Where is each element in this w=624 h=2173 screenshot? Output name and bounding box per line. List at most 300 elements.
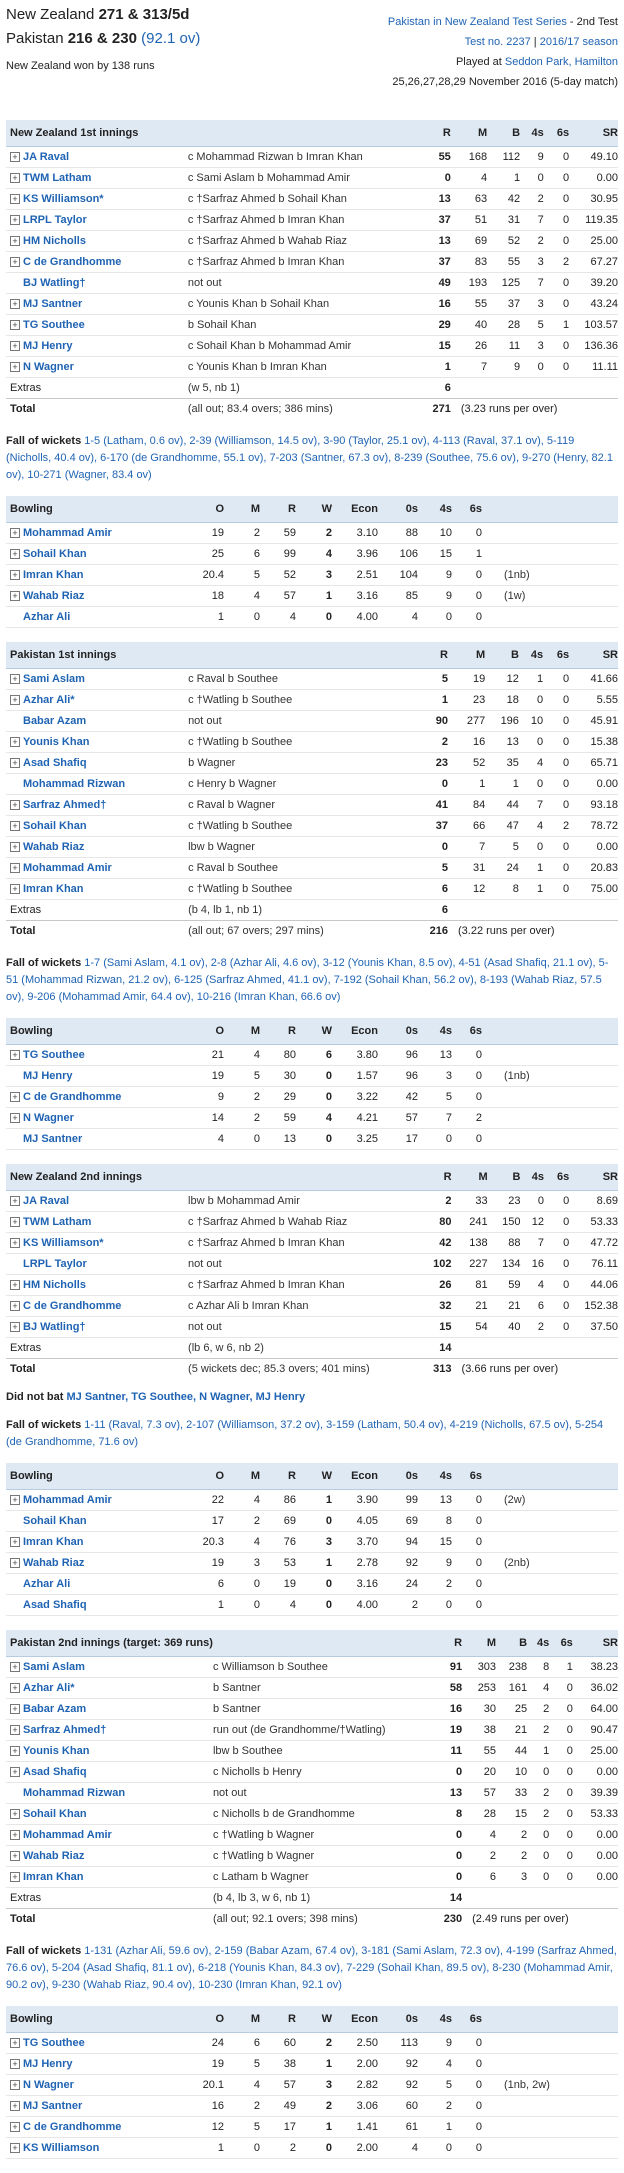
batsman-name[interactable]: [6, 1191, 188, 1212]
batsman-name-link[interactable]: C de Grandhomme: [23, 1300, 122, 1312]
batsman-name[interactable]: [6, 1275, 188, 1296]
bowler-name[interactable]: [6, 2096, 200, 2117]
batsman-name[interactable]: [6, 837, 188, 858]
dot-balls: 96: [378, 1045, 418, 1066]
expand-plus-icon[interactable]: +: [10, 800, 20, 810]
bowler-name-link[interactable]: TG Southee: [23, 2037, 85, 2049]
batting-col-header: B: [485, 642, 519, 669]
dismissal: c Younis Khan b Imran Khan: [188, 357, 418, 378]
bowling-col-header: O: [200, 2006, 224, 2033]
batsman-name[interactable]: [6, 690, 188, 711]
extras-label: Extras: [10, 382, 42, 394]
batsman-name[interactable]: [6, 1741, 213, 1762]
sixes: 0: [544, 1191, 569, 1212]
batsman-name-link[interactable]: Wahab Riaz: [23, 1850, 85, 1862]
batsman-name[interactable]: [6, 816, 188, 837]
bowler-name[interactable]: [6, 586, 200, 607]
bowler-name[interactable]: [6, 607, 200, 628]
batting-col-header: M: [451, 120, 487, 147]
venue-link[interactable]: Seddon Park, Hamilton: [504, 56, 618, 68]
bowler-name-link[interactable]: MJ Santner: [23, 2100, 83, 2112]
bowler-name[interactable]: [6, 2033, 200, 2054]
sixes-conceded: 0: [452, 1511, 482, 1532]
total-detail: (5 wickets dec; 85.3 overs; 401 mins): [188, 1359, 419, 1380]
bowler-name-link[interactable]: MJ Henry: [23, 2058, 73, 2070]
expand-plus-icon[interactable]: +: [10, 1092, 20, 1102]
batsman-name[interactable]: [6, 774, 188, 795]
expand-plus-icon[interactable]: +: [10, 2080, 20, 2090]
runs: 1: [415, 690, 448, 711]
expand-plus-icon[interactable]: +: [10, 1767, 20, 1777]
batting-table: [6, 1630, 618, 1929]
balls: 25: [496, 1699, 527, 1720]
expand-plus-icon[interactable]: +: [10, 1809, 20, 1819]
total-value: 216: [415, 921, 448, 942]
bowler-name[interactable]: [6, 1553, 200, 1574]
sixes: 0: [544, 294, 569, 315]
bowler-name[interactable]: [6, 1129, 200, 1150]
overs: 20.4: [200, 565, 224, 586]
batting-header-row: [6, 120, 618, 147]
fours: 3: [520, 336, 544, 357]
bowler-name[interactable]: [6, 2117, 200, 2138]
sixes: 0: [543, 732, 569, 753]
sixes: 0: [543, 795, 569, 816]
runs-conceded: 52: [260, 565, 296, 586]
runs: 0: [432, 1762, 462, 1783]
bowler-name-link[interactable]: Mohammad Amir: [23, 527, 112, 539]
bowler-name[interactable]: [6, 1066, 200, 1087]
bowler-name-link[interactable]: C de Grandhomme: [23, 1091, 122, 1103]
batsman-name[interactable]: [6, 1678, 213, 1699]
batsman-name[interactable]: [6, 210, 188, 231]
batsman-name[interactable]: [6, 669, 188, 690]
bowler-name-link[interactable]: Wahab Riaz: [23, 1557, 85, 1569]
overs: 18: [200, 586, 224, 607]
batsman-name-link[interactable]: MJ Santner: [23, 298, 83, 310]
batting-header-row: [6, 1164, 618, 1191]
batsman-row: [6, 1212, 618, 1233]
expand-plus-icon[interactable]: +: [10, 570, 20, 580]
batsman-name-link[interactable]: Imran Khan: [23, 883, 84, 895]
batsman-name[interactable]: [6, 315, 188, 336]
minutes: 54: [452, 1317, 488, 1338]
expand-plus-icon[interactable]: +: [10, 236, 20, 246]
wickets: 2: [296, 523, 332, 544]
strike-rate: 75.00: [569, 879, 618, 900]
batsman-row: [6, 1804, 618, 1825]
batsman-name-link[interactable]: C de Grandhomme: [23, 256, 122, 268]
dnb-players[interactable]: MJ Santner, TG Southee, N Wagner, MJ Henry: [66, 1391, 306, 1403]
batsman-name[interactable]: [6, 273, 188, 294]
overs: 16: [200, 2096, 224, 2117]
expand-plus-icon[interactable]: +: [10, 1301, 20, 1311]
overs: 19: [200, 2054, 224, 2075]
dot-balls: 104: [378, 565, 418, 586]
economy: 4.00: [332, 607, 378, 628]
fours-conceded: 7: [418, 1108, 452, 1129]
batsman-name-link[interactable]: TWM Latham: [23, 172, 92, 184]
expand-plus-icon[interactable]: +: [10, 863, 20, 873]
bowler-name[interactable]: [6, 1595, 200, 1616]
bowler-name-link[interactable]: Asad Shafiq: [23, 1599, 87, 1611]
batsman-name[interactable]: [6, 1762, 213, 1783]
batsman-name-link[interactable]: Sohail Khan: [23, 820, 87, 832]
sixes-conceded: 0: [452, 565, 482, 586]
fours: 0: [520, 168, 544, 189]
batsman-name-link[interactable]: KS Williamson*: [23, 1237, 104, 1249]
batting-col-header: SR: [569, 642, 618, 669]
bowler-name-link[interactable]: Azhar Ali: [23, 611, 71, 623]
batsman-name[interactable]: [6, 1720, 213, 1741]
fours-conceded: 13: [418, 1490, 452, 1511]
expand-plus-icon[interactable]: +: [10, 320, 20, 330]
balls: 12: [485, 669, 519, 690]
batsman-row: [6, 210, 618, 231]
batsman-name-link[interactable]: LRPL Taylor: [23, 214, 87, 226]
balls: 42: [487, 189, 520, 210]
runs: 13: [418, 189, 451, 210]
expand-plus-icon[interactable]: +: [10, 1322, 20, 1332]
fall-of-wickets: [6, 1943, 618, 1994]
series-link[interactable]: Pakistan in New Zealand Test Series: [387, 16, 567, 28]
expand-plus-icon[interactable]: +: [10, 2101, 20, 2111]
batsman-row: [6, 816, 618, 837]
expand-plus-icon[interactable]: +: [10, 1872, 20, 1882]
overs: 6: [200, 1574, 224, 1595]
batsman-name-link[interactable]: Imran Khan: [23, 1871, 84, 1883]
sixes: 1: [549, 1657, 573, 1678]
batsman-name[interactable]: [6, 189, 188, 210]
bowler-name[interactable]: [6, 544, 200, 565]
total-label: Total: [6, 399, 188, 420]
batsman-name[interactable]: [6, 231, 188, 252]
balls: 55: [487, 252, 520, 273]
batsman-name[interactable]: [6, 252, 188, 273]
batsman-name-link[interactable]: Sarfraz Ahmed†: [23, 799, 107, 811]
extras-label: Extras: [10, 1892, 42, 1904]
wickets: 3: [296, 1532, 332, 1553]
runs: 15: [419, 1317, 451, 1338]
batsman-name-link[interactable]: Azhar Ali*: [23, 1682, 75, 1694]
maidens: 2: [224, 2096, 260, 2117]
minutes: 277: [448, 711, 485, 732]
strike-rate: 20.83: [569, 858, 618, 879]
dismissal: lbw b Wagner: [188, 837, 415, 858]
runs-conceded: 30: [260, 1066, 296, 1087]
bowler-name[interactable]: [6, 2075, 200, 2096]
batsman-name-link[interactable]: Sami Aslam: [23, 673, 85, 685]
batsman-name-link[interactable]: KS Williamson*: [23, 193, 104, 205]
expand-plus-icon[interactable]: +: [10, 341, 20, 351]
extras-spacer: [448, 900, 618, 921]
dismissal: c †Sarfraz Ahmed b Imran Khan: [188, 1233, 419, 1254]
expand-plus-icon[interactable]: +: [10, 1217, 20, 1227]
batsman-name-link[interactable]: TG Southee: [23, 319, 85, 331]
batsman-name[interactable]: [6, 1657, 213, 1678]
sixes: 0: [544, 1233, 569, 1254]
bowler-name-link[interactable]: N Wagner: [23, 1112, 74, 1124]
bowler-name[interactable]: [6, 523, 200, 544]
batsman-name[interactable]: [6, 1317, 188, 1338]
bowler-name-link[interactable]: Azhar Ali: [23, 1578, 71, 1590]
bowler-name-link[interactable]: Wahab Riaz: [23, 590, 85, 602]
batsman-name[interactable]: [6, 795, 188, 816]
batsman-name-link[interactable]: Mohammad Amir: [23, 1829, 112, 1841]
fours-conceded: 2: [418, 1574, 452, 1595]
batsman-name-link[interactable]: Babar Azam: [23, 1703, 87, 1715]
economy: 3.16: [332, 1574, 378, 1595]
batsman-name[interactable]: [6, 336, 188, 357]
dismissal: c Raval b Southee: [188, 669, 415, 690]
bowler-name-link[interactable]: Sohail Khan: [23, 548, 87, 560]
wickets: 1: [296, 1553, 332, 1574]
expand-plus-icon[interactable]: +: [10, 1558, 20, 1568]
batsman-name[interactable]: [6, 711, 188, 732]
bowler-name-link[interactable]: MJ Santner: [23, 1133, 83, 1145]
batsman-name-link[interactable]: Wahab Riaz: [23, 841, 85, 853]
expand-plus-icon[interactable]: +: [10, 173, 20, 183]
bowling-col-header: M: [224, 2006, 260, 2033]
batsman-row: [6, 879, 618, 900]
batsman-name-link[interactable]: TWM Latham: [23, 1216, 92, 1228]
test-number-link[interactable]: Test no. 2237: [464, 36, 531, 48]
extras-label: Extras: [10, 1342, 42, 1354]
expand-plus-icon[interactable]: +: [10, 1050, 20, 1060]
batsman-row: [6, 189, 618, 210]
balls: 18: [485, 690, 519, 711]
expand-plus-icon[interactable]: +: [10, 1830, 20, 1840]
expand-plus-icon[interactable]: +: [10, 257, 20, 267]
batsman-name[interactable]: [6, 1804, 213, 1825]
batsman-name-link[interactable]: Mohammad Rizwan: [23, 778, 126, 790]
runs: 55: [418, 147, 451, 168]
fours-conceded: 0: [418, 1129, 452, 1150]
batsman-name[interactable]: [6, 294, 188, 315]
wickets: 4: [296, 544, 332, 565]
overs: 24: [200, 2033, 224, 2054]
bowler-name-link[interactable]: Mohammad Amir: [23, 1494, 112, 1506]
bowler-name-link[interactable]: KS Williamson: [23, 2142, 100, 2154]
batsman-name-link[interactable]: Babar Azam: [23, 715, 87, 727]
fours: 2: [527, 1699, 549, 1720]
extras-spacer: [451, 378, 618, 399]
expand-plus-icon[interactable]: +: [10, 1196, 20, 1206]
runs: 0: [415, 774, 448, 795]
batsman-name-link[interactable]: HM Nicholls: [23, 1279, 86, 1291]
batsman-name[interactable]: [6, 168, 188, 189]
expand-plus-icon[interactable]: +: [10, 842, 20, 852]
batsman-name-link[interactable]: Asad Shafiq: [23, 1766, 87, 1778]
batsman-name[interactable]: [6, 1233, 188, 1254]
batsman-name[interactable]: [6, 753, 188, 774]
expand-plus-icon[interactable]: +: [10, 1683, 20, 1693]
economy: 3.10: [332, 523, 378, 544]
batsman-name-link[interactable]: JA Raval: [23, 151, 70, 163]
expand-plus-icon[interactable]: +: [10, 528, 20, 538]
overs: 21: [200, 1045, 224, 1066]
expand-plus-icon[interactable]: +: [10, 2059, 20, 2069]
batsman-name-link[interactable]: BJ Watling†: [23, 1321, 86, 1333]
expand-plus-icon[interactable]: +: [10, 884, 20, 894]
bowler-name[interactable]: [6, 565, 200, 586]
header-spacer: [482, 1463, 618, 1490]
extras-note: (2nb): [482, 1553, 618, 1574]
bowler-name-link[interactable]: Imran Khan: [23, 1536, 84, 1548]
bowler-row: [6, 2033, 618, 2054]
batsman-name[interactable]: [6, 1867, 213, 1888]
bowler-name[interactable]: [6, 1087, 200, 1108]
bowler-name[interactable]: [6, 1108, 200, 1129]
batsman-name[interactable]: [6, 1254, 188, 1275]
batsman-name[interactable]: [6, 1783, 213, 1804]
expand-plus-icon[interactable]: +: [10, 215, 20, 225]
expand-plus-icon[interactable]: +: [10, 695, 20, 705]
expand-plus-icon[interactable]: +: [10, 737, 20, 747]
runs: 0: [415, 837, 448, 858]
batsman-name-link[interactable]: LRPL Taylor: [23, 1258, 87, 1270]
bowler-name[interactable]: [6, 1511, 200, 1532]
batsman-row: [6, 1699, 618, 1720]
bowler-name-link[interactable]: C de Grandhomme: [23, 2121, 122, 2133]
expand-plus-icon[interactable]: +: [10, 1851, 20, 1861]
sixes: 0: [543, 669, 569, 690]
batsman-name[interactable]: [6, 879, 188, 900]
header-spacer: [213, 1630, 432, 1657]
bowler-name-link[interactable]: N Wagner: [23, 2079, 74, 2091]
batsman-row: [6, 294, 618, 315]
expand-plus-icon[interactable]: +: [10, 194, 20, 204]
bowler-name[interactable]: [6, 2138, 200, 2159]
dismissal: c †Watling b Southee: [188, 690, 415, 711]
batsman-name[interactable]: [6, 357, 188, 378]
runs: 42: [419, 1233, 451, 1254]
expand-plus-icon[interactable]: +: [10, 2122, 20, 2132]
fours: 1: [527, 1741, 549, 1762]
batsman-name-link[interactable]: BJ Watling†: [23, 277, 86, 289]
batsman-name-link[interactable]: Mohammad Rizwan: [23, 1787, 126, 1799]
expand-plus-icon[interactable]: +: [10, 591, 20, 601]
minutes: 31: [448, 858, 485, 879]
runs: 5: [415, 669, 448, 690]
sixes-conceded: 0: [452, 1574, 482, 1595]
expand-plus-icon[interactable]: +: [10, 1725, 20, 1735]
runs: 5: [415, 858, 448, 879]
bowler-name-link[interactable]: MJ Henry: [23, 1070, 73, 1082]
runs-conceded: 80: [260, 1045, 296, 1066]
expand-plus-icon[interactable]: +: [10, 674, 20, 684]
wickets: 0: [296, 1066, 332, 1087]
bowler-name-link[interactable]: Sohail Khan: [23, 1515, 87, 1527]
dot-balls: 92: [378, 2054, 418, 2075]
bowler-name[interactable]: [6, 1574, 200, 1595]
expand-plus-icon[interactable]: +: [10, 549, 20, 559]
expand-plus-icon[interactable]: +: [10, 1238, 20, 1248]
economy: 3.06: [332, 2096, 378, 2117]
batsman-name-link[interactable]: JA Raval: [23, 1195, 70, 1207]
expand-plus-icon[interactable]: +: [10, 1704, 20, 1714]
bowler-name[interactable]: [6, 1532, 200, 1553]
minutes: 40: [451, 315, 487, 336]
batsman-name-link[interactable]: MJ Henry: [23, 340, 73, 352]
batsman-name-link[interactable]: Younis Khan: [23, 736, 90, 748]
strike-rate: 0.00: [573, 1762, 618, 1783]
fall-of-wickets: [6, 955, 618, 1006]
expand-plus-icon[interactable]: +: [10, 1537, 20, 1547]
bowler-name-link[interactable]: Imran Khan: [23, 569, 84, 581]
dismissal: c †Watling b Southee: [188, 879, 415, 900]
expand-plus-icon[interactable]: +: [10, 362, 20, 372]
bowler-name[interactable]: [6, 1045, 200, 1066]
batsman-name-link[interactable]: Sarfraz Ahmed†: [23, 1724, 107, 1736]
batsman-name-link[interactable]: Sami Aslam: [23, 1661, 85, 1673]
strike-rate: 45.91: [569, 711, 618, 732]
bowling-col-header: 6s: [452, 2006, 482, 2033]
batsman-name[interactable]: [6, 147, 188, 168]
expand-plus-icon[interactable]: +: [10, 299, 20, 309]
expand-plus-icon[interactable]: +: [10, 758, 20, 768]
fours: 2: [521, 1317, 545, 1338]
batsman-name[interactable]: [6, 1212, 188, 1233]
batsman-name-link[interactable]: HM Nicholls: [23, 235, 86, 247]
match-header: [0, 0, 624, 120]
batsman-name[interactable]: [6, 858, 188, 879]
batsman-name-link[interactable]: Mohammad Amir: [23, 862, 112, 874]
wickets: 1: [296, 1490, 332, 1511]
expand-plus-icon[interactable]: +: [10, 1280, 20, 1290]
bowler-name[interactable]: [6, 1490, 200, 1511]
batsman-name[interactable]: [6, 1846, 213, 1867]
batsman-name-link[interactable]: Sohail Khan: [23, 1808, 87, 1820]
bowler-name-link[interactable]: TG Southee: [23, 1049, 85, 1061]
fours-conceded: 0: [418, 2138, 452, 2159]
bowler-row: [6, 2138, 618, 2159]
batsman-name[interactable]: [6, 732, 188, 753]
bowler-name[interactable]: [6, 2054, 200, 2075]
season-link[interactable]: 2016/17 season: [539, 36, 618, 48]
bowler-row: [6, 1595, 618, 1616]
balls: 21: [488, 1296, 521, 1317]
sixes-conceded: 0: [452, 2096, 482, 2117]
fours-conceded: 5: [418, 2075, 452, 2096]
batsman-name-link[interactable]: Azhar Ali*: [23, 694, 75, 706]
expand-plus-icon[interactable]: +: [10, 2143, 20, 2153]
expand-plus-icon[interactable]: +: [10, 1495, 20, 1505]
bowling-col-header: M: [224, 496, 260, 523]
runs: 58: [432, 1678, 462, 1699]
wickets: 3: [296, 565, 332, 586]
batsman-name[interactable]: [6, 1296, 188, 1317]
expand-plus-icon[interactable]: +: [10, 2038, 20, 2048]
batsman-name-link[interactable]: Asad Shafiq: [23, 757, 87, 769]
runs: 15: [418, 336, 451, 357]
expand-plus-icon[interactable]: +: [10, 1746, 20, 1756]
batsman-name[interactable]: [6, 1825, 213, 1846]
bowling-col-header: O: [200, 1463, 224, 1490]
batsman-name-link[interactable]: N Wagner: [23, 361, 74, 373]
expand-plus-icon[interactable]: +: [10, 152, 20, 162]
expand-plus-icon[interactable]: +: [10, 1113, 20, 1123]
sixes-conceded: 0: [452, 2054, 482, 2075]
bowling-col-header: 0s: [378, 1463, 418, 1490]
batsman-name[interactable]: [6, 1699, 213, 1720]
dot-balls: 57: [378, 1108, 418, 1129]
batsman-name-link[interactable]: Younis Khan: [23, 1745, 90, 1757]
batsman-row: [6, 753, 618, 774]
balls: 1: [487, 168, 520, 189]
expand-plus-icon[interactable]: +: [10, 1662, 20, 1672]
expand-plus-icon[interactable]: +: [10, 821, 20, 831]
